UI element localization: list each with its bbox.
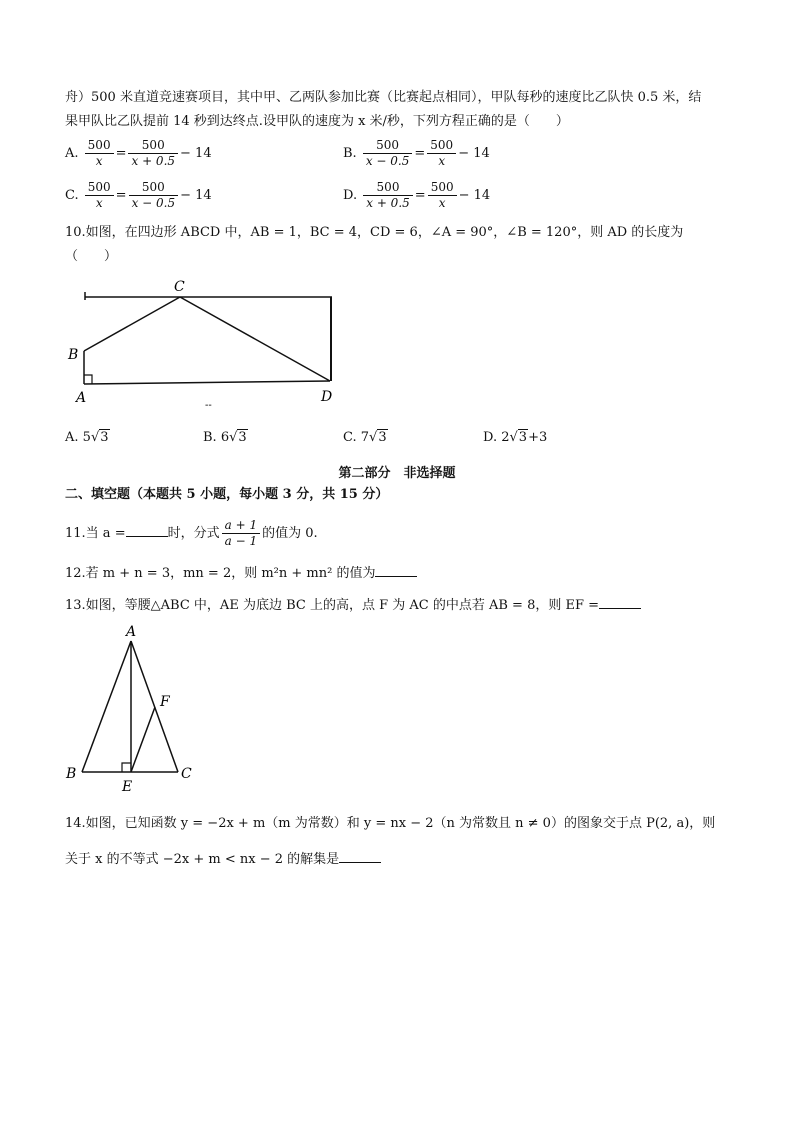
q14-text-line2: 关于 x 的不等式 −2x + m < nx − 2 的解集是 <box>65 848 381 870</box>
side-bc <box>84 297 180 351</box>
fraction: $\frac{500}{x - 0.5}$ <box>363 138 413 169</box>
answer-blank[interactable] <box>339 848 381 863</box>
q13: 13.如图，等腰△ABC 中，AE 为底边 BC 上的高，点 F 为 AC 的中点若 AB = 8，则 EF = <box>65 594 641 616</box>
fraction: $\frac{500}{x}$ <box>428 180 457 211</box>
q9-text-line2: 果甲队比乙队提前 14 秒到达终点.设甲队的速度为 x 米/秒，下列方程正确的是（ ） <box>65 114 569 129</box>
section2-heading: 二、填空题（本题共 5 小题，每小题 3 分，共 15 分） <box>65 487 389 502</box>
answer-blank[interactable] <box>375 562 417 577</box>
fraction: $\frac{500}{x - 0.5}$ <box>129 180 179 211</box>
q10-text-line2: （ ） <box>65 249 118 264</box>
fraction: $\frac{500}{x}$ <box>427 138 456 169</box>
label-c: C <box>174 279 185 295</box>
answer-blank[interactable] <box>599 594 641 609</box>
q13-triangle-figure <box>60 620 210 795</box>
part2-title: 第二部分 非选择题 <box>338 466 456 481</box>
q10-option-b[interactable]: B. 6√3 <box>203 430 247 445</box>
label-f: F <box>160 694 170 710</box>
label-a: A <box>126 624 137 640</box>
side-ab <box>82 641 131 772</box>
q9-option-a[interactable]: A. $\frac{500}{x}$ = $\frac{500}{x + 0.5}$ − 14 <box>65 138 212 168</box>
fraction: $\frac{500}{x}$ <box>85 180 114 211</box>
fraction: $\frac{500}{x + 0.5}$ <box>363 180 413 211</box>
label-a: A <box>76 390 87 406</box>
fraction: $\frac{500}{x + 0.5}$ <box>128 138 178 169</box>
label-d: D <box>321 389 333 405</box>
q10-option-c[interactable]: C. 7√3 <box>343 430 387 445</box>
right-angle-mark <box>122 763 131 772</box>
answer-blank[interactable] <box>126 522 168 537</box>
q10-quadrilateral-figure <box>60 270 350 415</box>
option-label: B. <box>343 146 357 161</box>
fraction: $\frac{500}{x}$ <box>85 138 114 169</box>
segment-ef <box>131 707 155 772</box>
option-label: A. <box>65 146 79 161</box>
q9-option-d[interactable]: D. $\frac{500}{x + 0.5}$ = $\frac{500}{x}$ − 14 <box>343 180 491 210</box>
q9-option-b[interactable]: B. $\frac{500}{x - 0.5}$ = $\frac{500}{x}$ − 14 <box>343 138 490 168</box>
right-angle-mark <box>84 375 92 384</box>
q11: 11.当 a = 时，分式 $\frac{a + 1}{a - 1}$ 的值为 0. <box>65 518 318 548</box>
q12: 12.若 m + n = 3，mn = 2，则 m²n + mn² 的值为 <box>65 562 417 584</box>
label-e: E <box>122 779 133 795</box>
fraction: $\frac{a + 1}{a - 1}$ <box>222 518 260 549</box>
label-c: C <box>181 766 192 782</box>
q9-option-c[interactable]: C. $\frac{500}{x}$ = $\frac{500}{x - 0.5}$ − 14 <box>65 180 212 210</box>
q10-option-d[interactable]: D. 2√3+3 <box>483 430 548 445</box>
side-ad <box>84 381 330 384</box>
label-b: B <box>68 347 79 363</box>
label-b: B <box>66 766 77 782</box>
option-label: D. <box>343 188 358 203</box>
q10-option-a[interactable]: A. 5√3 <box>65 430 109 445</box>
q14-text-line1: 14.如图，已知函数 y = −2x + m（m 为常数）和 y = nx − 2（n 为常数且 n ≠ 0）的图象交于点 P(2, a)，则 <box>65 816 716 831</box>
stray-mark: -- <box>205 400 212 411</box>
q10-text-line1: 10.如图，在四边形 ABCD 中，AB = 1，BC = 4，CD = 6，∠A = 90°，∠B = 120°，则 AD 的长度为 <box>65 225 684 240</box>
option-label: C. <box>65 188 79 203</box>
side-cd <box>180 297 330 381</box>
q9-text-line1: 舟）500 米直道竞速赛项目，其中甲、乙两队参加比赛（比赛起点相同），甲队每秒的速度比乙队快 0.5 米，结 <box>65 90 702 105</box>
